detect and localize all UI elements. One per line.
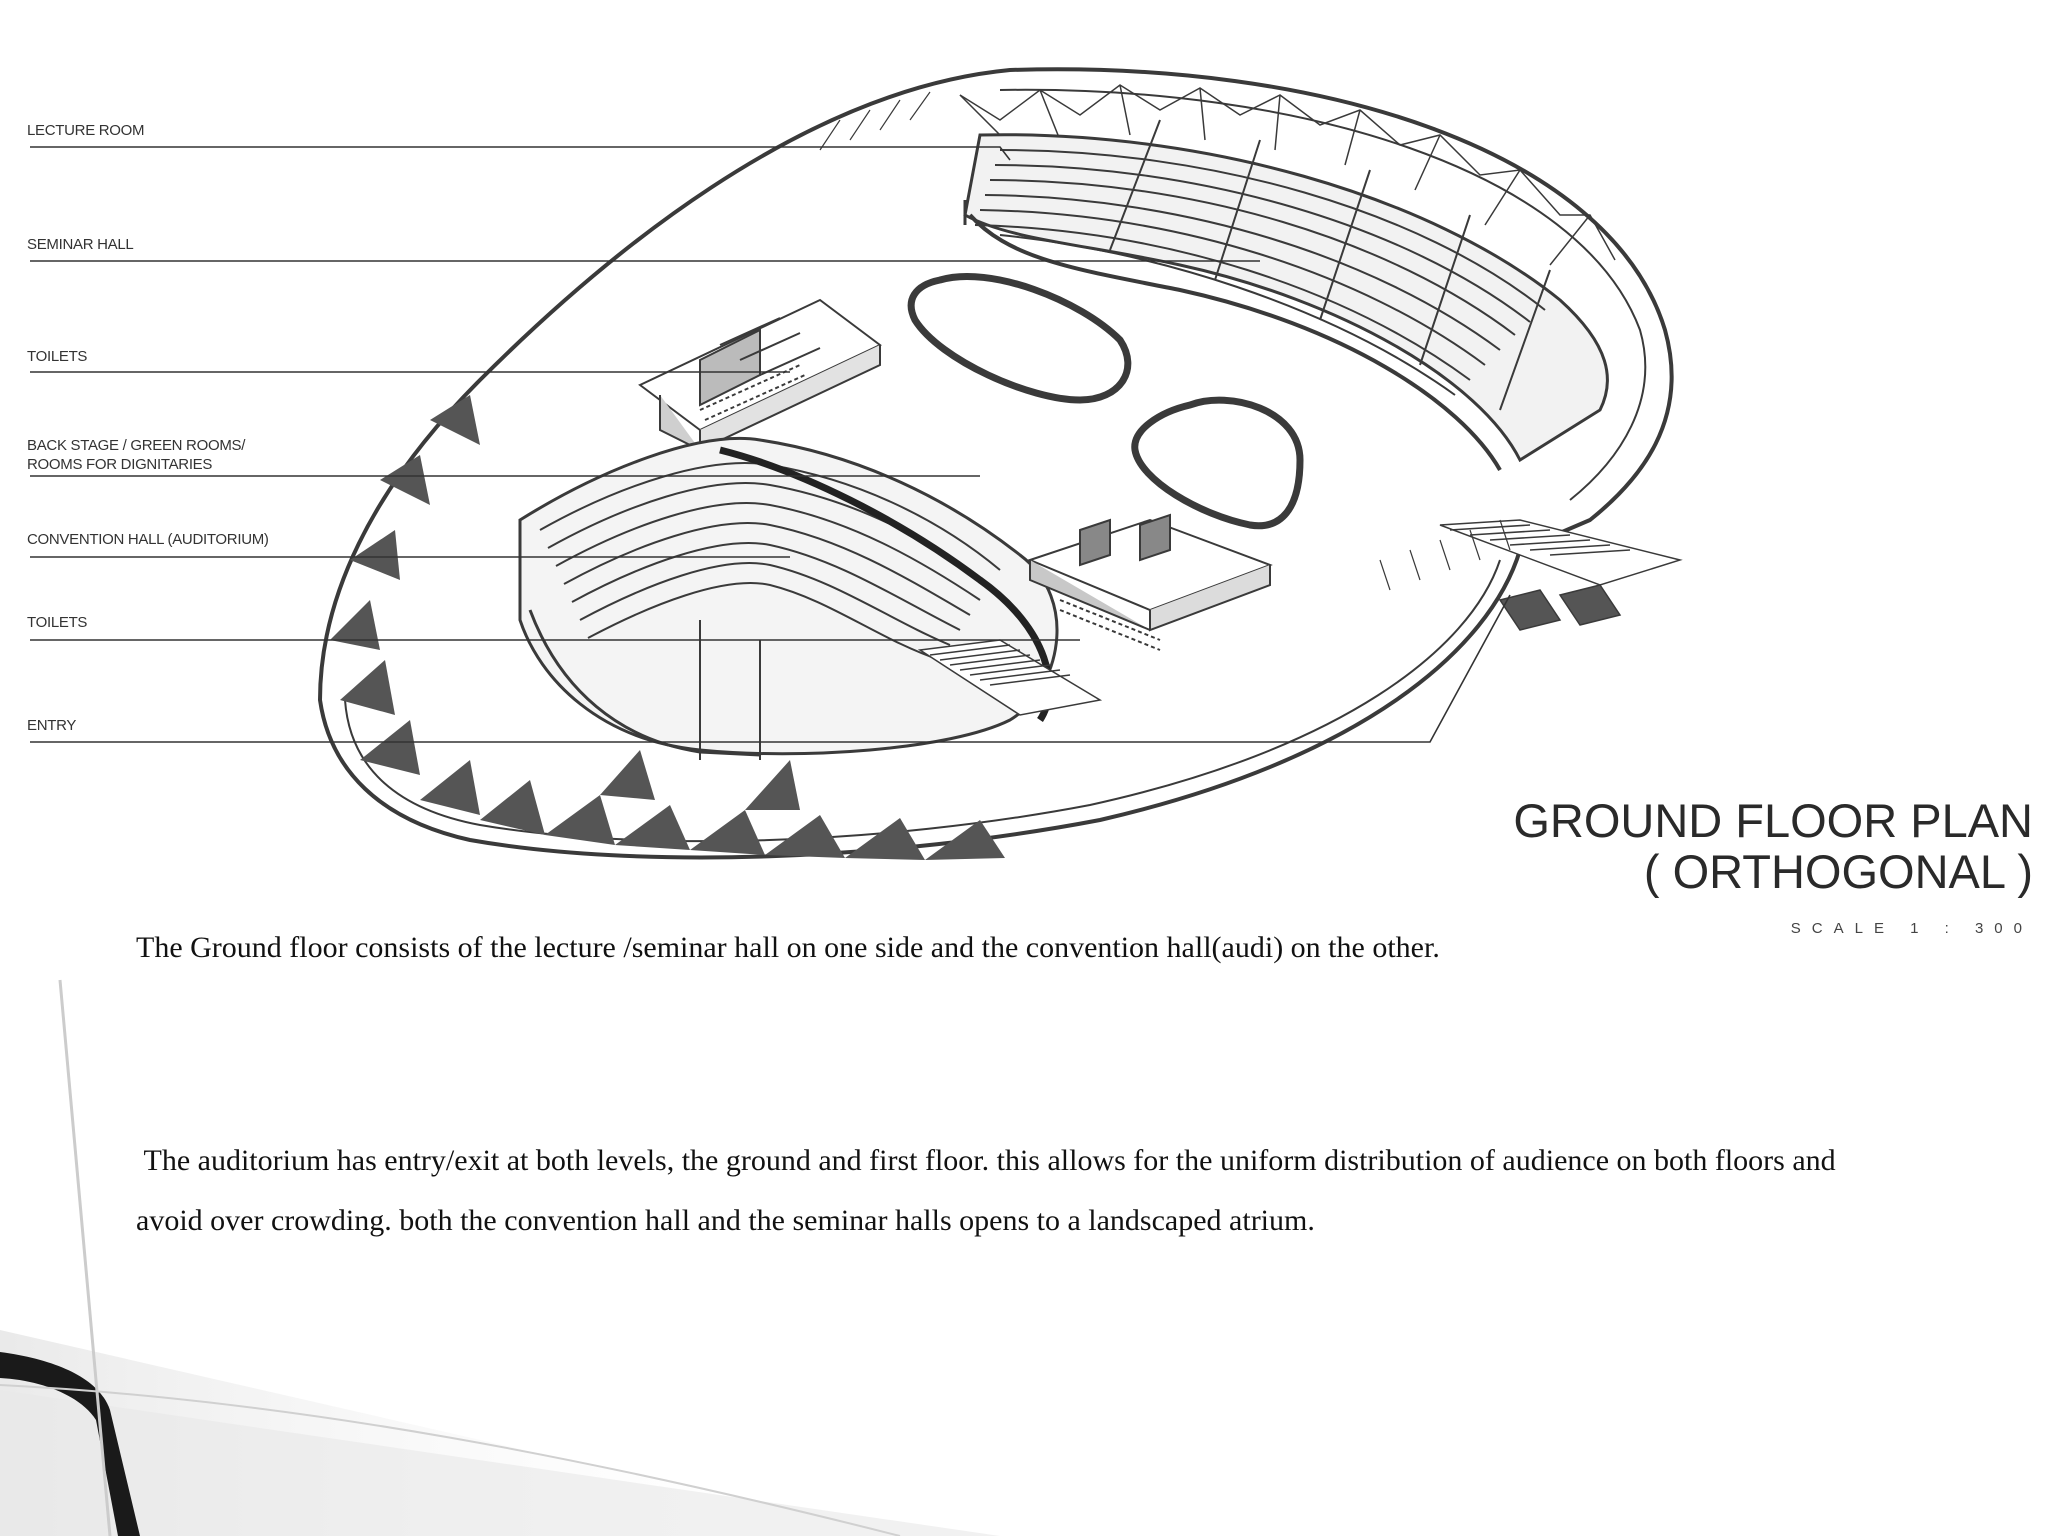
callout-entry: ENTRY [27, 717, 77, 734]
callout-seminar-hall: SEMINAR HALL [27, 236, 134, 253]
callout-toilets-upper: TOILETS [27, 348, 88, 365]
callout-back-stage-line1: BACK STAGE / GREEN ROOMS/ [27, 437, 246, 454]
stage-block [1030, 515, 1270, 650]
leader-lecture-room [30, 147, 1010, 160]
background-streaks [0, 980, 1000, 1536]
callout-lecture-room: LECTURE ROOM [27, 122, 145, 139]
callout-back-stage-line2: ROOMS FOR DIGNITARIES [27, 456, 213, 473]
description-paragraph-2: The auditorium has entry/exit at both levels, the ground and first floor. this allows for the uniform distribution of audience on both floors and avoid over crowding. both the convention hall and the seminar halls opens to a landscaped atrium. [136, 1144, 1844, 1237]
callout-toilets-lower: TOILETS [27, 614, 88, 631]
plan-scale: SCALE 1 : 300 [1790, 920, 2033, 937]
backstage-block [640, 300, 880, 450]
plan-title: GROUND FLOOR PLAN [1513, 794, 2033, 847]
description-paragraph-1: The Ground floor consists of the lecture /seminar hall on one side and the convention hall(audi) on the other. [136, 931, 1440, 964]
callout-convention-hall: CONVENTION HALL (AUDITORIUM) [27, 531, 269, 548]
plan-subtitle: ( ORTHOGONAL ) [1643, 845, 2033, 898]
